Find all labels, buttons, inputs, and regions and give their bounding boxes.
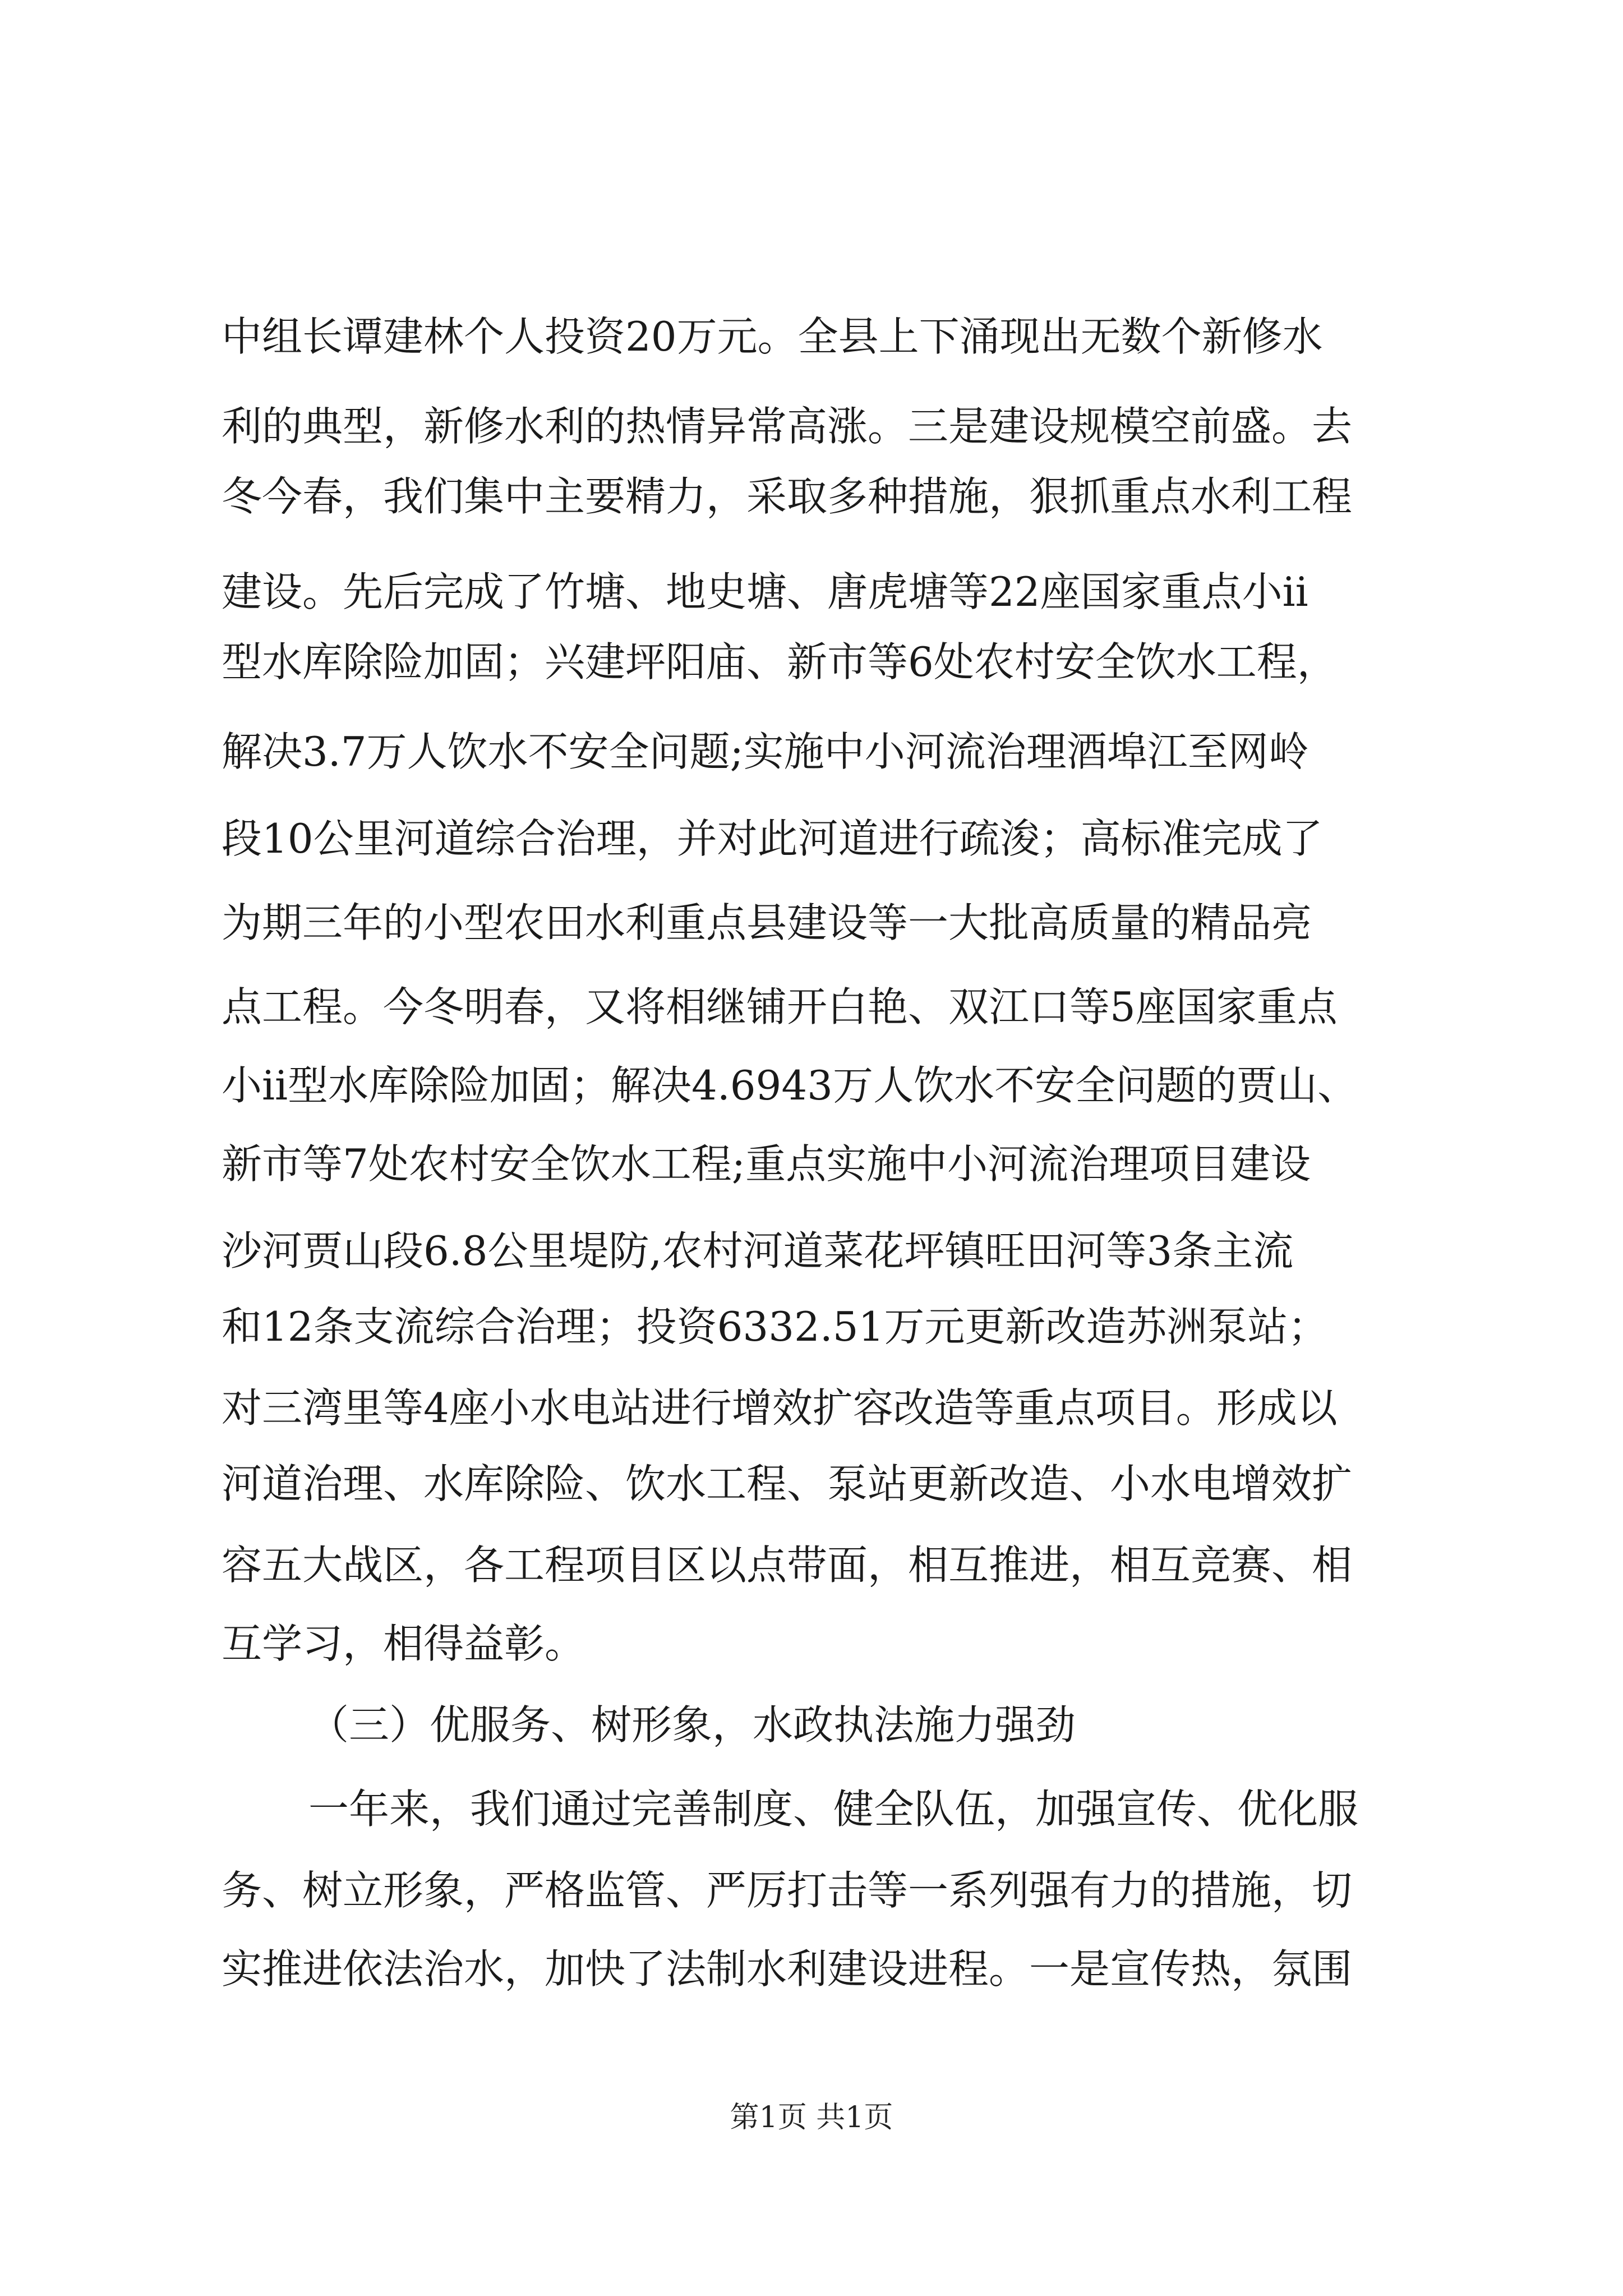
body-text-line: 河道治理、水库除险、饮水工程、泵站更新改造、小水电增效扩 (222, 1460, 1353, 1507)
body-text-line: 实推进依法治水，加快了法制水利建设进程。一是宣传热，氛围 (222, 1945, 1353, 1993)
body-text-line: 务、树立形象，严格监管、严厉打击等一系列强有力的措施，切 (222, 1867, 1353, 1914)
body-text-line: 解决3.7万人饮水不安全问题;实施中小河流治理酒埠江至网岭 (222, 728, 1309, 775)
body-text-line: 对三湾里等4座小水电站进行增效扩容改造等重点项目。形成以 (222, 1384, 1338, 1432)
section-heading: （三）优服务、树形象，水政执法施力强劲 (308, 1701, 1076, 1749)
body-text-line: 点工程。今冬明春，又将相继铺开白艳、双江口等5座国家重点 (222, 983, 1338, 1030)
body-text-line: 和12条支流综合治理；投资6332.51万元更新改造苏洲泵站； (222, 1303, 1329, 1350)
page-footer: 第1页 共1页 (730, 2101, 893, 2134)
body-text-line: 互学习，相得益彰。 (222, 1620, 585, 1667)
body-text-line: 中组长谭建林个人投资20万元。全县上下涌现出无数个新修水 (222, 313, 1323, 360)
body-text-line: 型水库除险加固；兴建坪阳庙、新市等6处农村安全饮水工程， (222, 638, 1338, 685)
body-text-line: 冬今春，我们集中主要精力，采取多种措施，狠抓重点水利工程 (222, 473, 1353, 520)
body-text-line: 一年来，我们通过完善制度、健全队伍，加强宣传、优化服 (308, 1786, 1359, 1833)
body-text-line: 利的典型，新修水利的热情异常高涨。三是建设规模空前盛。去 (222, 403, 1353, 450)
body-text-line: 容五大战区，各工程项目区以点带面，相互推进，相互竞赛、相 (222, 1542, 1353, 1589)
body-text-line: 新市等7处农村安全饮水工程;重点实施中小河流治理项目建设 (222, 1140, 1311, 1188)
body-text-line: 小ii型水库除险加固；解决4.6943万人饮水不安全问题的贾山、 (222, 1062, 1358, 1109)
body-text-line: 沙河贾山段6.8公里堤防,农村河道菜花坪镇旺田河等3条主流 (222, 1227, 1294, 1274)
body-text-line: 为期三年的小型农田水利重点县建设等一大批高质量的精品亮 (222, 899, 1312, 946)
body-text-line: 建设。先后完成了竹塘、地史塘、唐虎塘等22座国家重点小ii (222, 568, 1308, 615)
body-text-line: 段10公里河道综合治理，并对此河道进行疏浚；高标准完成了 (222, 815, 1323, 862)
